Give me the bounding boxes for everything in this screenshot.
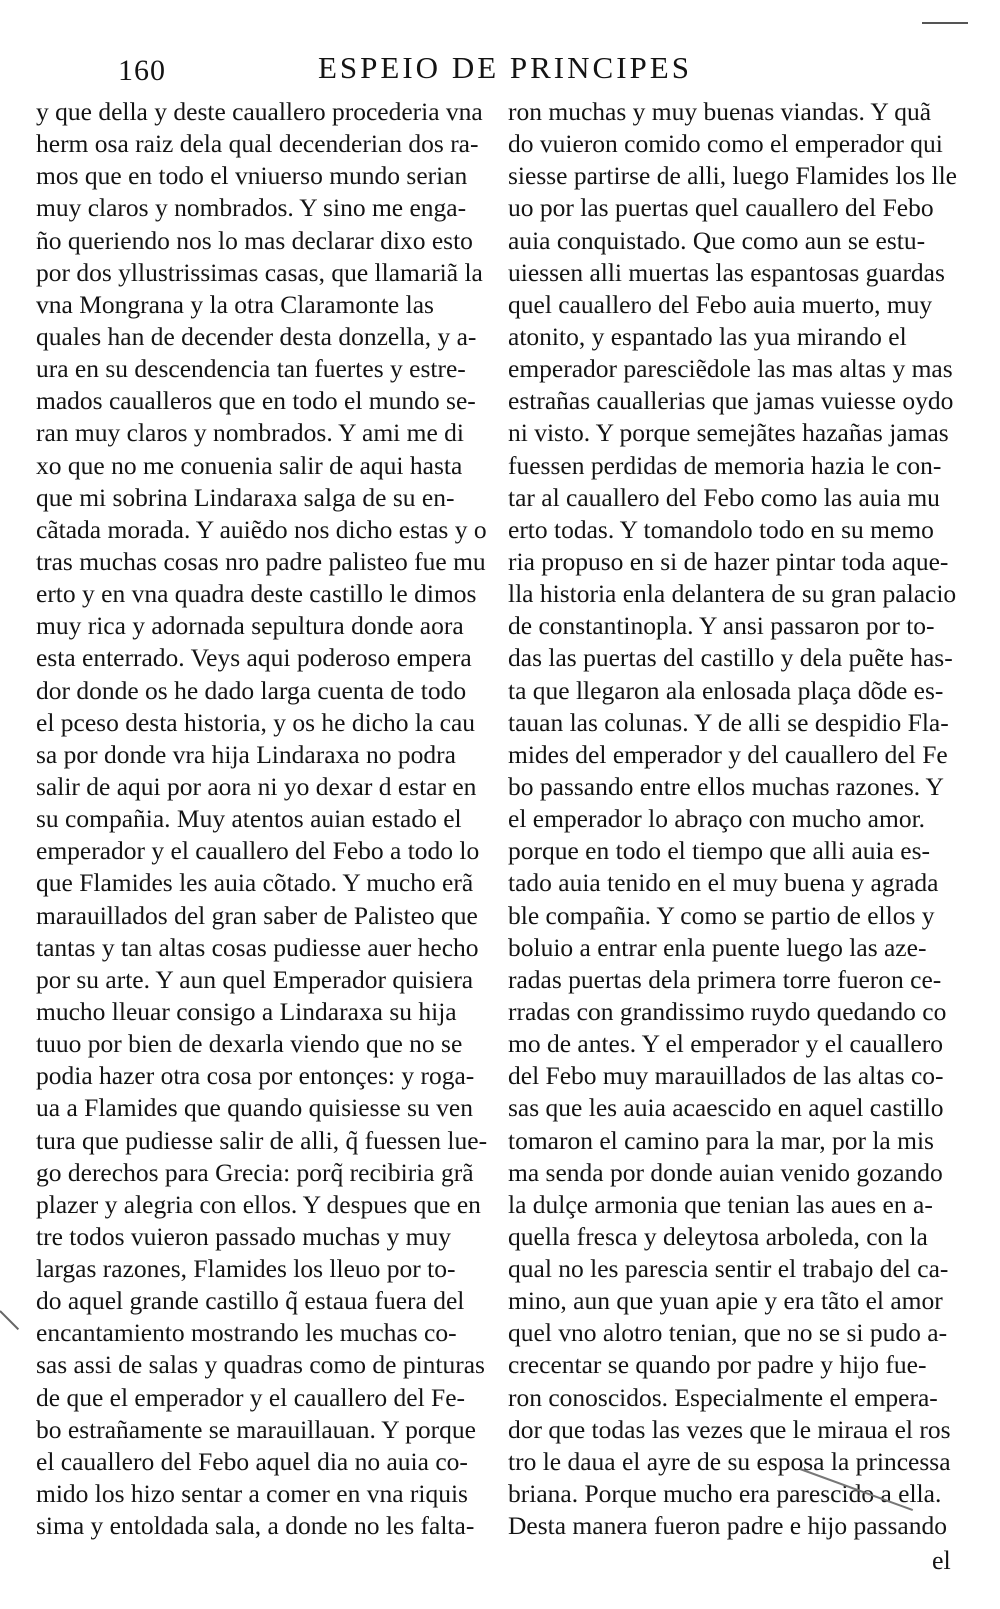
text-line: tro le daua el ayre de su esposa la princessa	[508, 1446, 951, 1476]
text-line: fuessen perdidas de memoria hazia le con-	[508, 450, 942, 480]
text-line: cãtada morada. Y auiẽdo nos dicho estas y o	[36, 514, 487, 544]
text-line: que mi sobrina Lindaraxa salga de su en-	[36, 482, 455, 512]
text-line: emperador y el cauallero del Febo a todo lo	[36, 836, 480, 866]
text-line: emperador paresciẽdole las mas altas y mas	[508, 354, 953, 384]
text-line: muy rica y adornada sepultura donde aora	[36, 611, 464, 641]
text-line: tuuo por bien de dexarla viendo que no se	[36, 1029, 463, 1059]
text-line: ran muy claros y nombrados. Y ami me di	[36, 418, 464, 448]
text-line: sas assi de salas y quadras como de pinturas	[36, 1350, 485, 1380]
text-line: ni visto. Y porque semejãtes hazañas jamas	[508, 418, 949, 448]
text-line: bo estrañamente se marauillauan. Y porque	[36, 1414, 476, 1444]
text-line: sima y entoldada sala, a donde no les falta-	[36, 1511, 475, 1541]
text-line: uo por las puertas quel cauallero del Febo	[508, 193, 934, 223]
text-line: plazer y alegria con ellos. Y despues que en	[36, 1189, 481, 1219]
text-line: por dos yllustrissimas casas, que llamariã la	[36, 257, 483, 287]
text-line: erto y en vna quadra deste castillo le dimos	[36, 579, 477, 609]
text-line: la dulçe armonia que tenian las aues en a-	[508, 1189, 933, 1219]
text-line: ura en su descendencia tan fuertes y estre-	[36, 354, 466, 384]
text-line: tantas y tan altas cosas pudiesse auer hecho	[36, 932, 479, 962]
text-line: ño queriendo nos lo mas declarar dixo esto	[36, 225, 473, 255]
text-line: vna Mongrana y la otra Claramonte las	[36, 289, 434, 319]
text-line: del Febo muy marauillados de las altas co-	[508, 1061, 944, 1091]
text-line: mo de antes. Y el emperador y el cauallero	[508, 1029, 943, 1059]
text-line: porque en todo el tiempo que alli auia es-	[508, 836, 931, 866]
text-line: salir de aqui por aora ni yo dexar d estar en	[36, 771, 477, 801]
text-line: quales han de decender desta donzella, y a-	[36, 321, 477, 351]
text-line: quel vno alotro tenian, que no se si pudo a-	[508, 1318, 948, 1348]
text-line: tre todos vuieron passado muchas y muy	[36, 1221, 452, 1251]
text-line: tar al cauallero del Febo como las auia mu	[508, 482, 940, 512]
text-line: su compañia. Muy atentos auian estado el	[36, 804, 462, 834]
text-line: xo que no me conuenia salir de aqui hasta	[36, 450, 463, 480]
text-line: de que el emperador y el cauallero del Fe-	[36, 1382, 466, 1412]
text-line: mucho lleuar consigo a Lindaraxa su hija	[36, 996, 457, 1026]
text-line: uiessen alli muertas las espantosas guardas	[508, 257, 945, 287]
text-line: erto todas. Y tomandolo todo en su memo	[508, 514, 934, 544]
text-line: mados caualleros que en todo el mundo se-	[36, 386, 476, 416]
text-line: ron conoscidos. Especialmente el empera-	[508, 1382, 938, 1412]
text-line: briana. Porque mucho era parescido a ella.	[508, 1479, 942, 1509]
text-line: dor donde os he dado larga cuenta de todo	[36, 675, 467, 705]
text-line: podia hazer otra cosa por entonçes: y roga-	[36, 1061, 475, 1091]
text-line: esta enterrado. Veys aqui poderoso empera	[36, 643, 472, 673]
text-line: mides del emperador y del cauallero del Fe	[508, 739, 948, 769]
text-line: tado auia tenido en el muy buena y agrada	[508, 868, 939, 898]
text-line: quel cauallero del Febo auia muerto, muy	[508, 289, 933, 319]
text-line: do vuieron comido como el emperador qui	[508, 129, 943, 159]
text-line: tomaron el camino para la mar, por la mis	[508, 1125, 934, 1155]
text-line: tura que pudiesse salir de alli, q̃ fuessen lue-	[36, 1125, 488, 1155]
stray-mark-top	[922, 22, 968, 24]
text-line: qual no les parescia sentir el trabajo del ca-	[508, 1254, 949, 1284]
text-line: rradas con grandissimo ruydo quedando co	[508, 996, 947, 1026]
text-line: auia conquistado. Que como aun se estu-	[508, 225, 926, 255]
text-line: bo passando entre ellos muchas razones. Y	[508, 771, 944, 801]
text-line: Desta manera fueron padre e hijo passando	[508, 1511, 947, 1541]
text-line: largas razones, Flamides los lleuo por to-	[36, 1254, 456, 1284]
text-line: dor que todas las vezes que le miraua el ros	[508, 1414, 951, 1444]
text-line: herm osa raiz dela qual decenderian dos ra-	[36, 129, 479, 159]
right-column	[508, 96, 964, 1542]
text-line: mos que en todo el vniuerso mundo serian	[36, 161, 468, 191]
text-line: el cauallero del Febo aquel dia no auia co-	[36, 1446, 468, 1476]
page-number: 160	[118, 54, 166, 87]
text-line: encantamiento mostrando les muchas co-	[36, 1318, 457, 1348]
text-line: lla historia enla delantera de su gran palacio	[508, 579, 957, 609]
text-line: mino, aun que yuan apie y era tãto el amor	[508, 1286, 943, 1316]
text-line: atonito, y espantado las yua mirando el	[508, 321, 907, 351]
text-line: por su arte. Y aun quel Emperador quisiera	[36, 964, 474, 994]
text-line: sas que les auia acaescido en aquel castillo	[508, 1093, 944, 1123]
text-line: quella fresca y deleytosa arboleda, con la	[508, 1221, 928, 1251]
running-head: ESPEIO DE PRINCIPES	[318, 50, 692, 85]
text-line: ble compañia. Y como se partio de ellos y	[508, 900, 935, 930]
stray-mark-left	[0, 1310, 19, 1330]
catchword: el	[932, 1546, 951, 1575]
text-line: tauan las colunas. Y de alli se despidio Fla-	[508, 707, 949, 737]
text-line: das las puertas del castillo y dela puẽte has-	[508, 643, 953, 673]
text-line: de constantinopla. Y ansi passaron por to-	[508, 611, 935, 641]
text-line: el emperador lo abraço con mucho amor.	[508, 804, 926, 834]
text-line: ria propuso en si de hazer pintar toda aque-	[508, 546, 949, 576]
text-line: mido los hizo sentar a comer en vna riquis	[36, 1479, 468, 1509]
text-line: tras muchas cosas nro padre palisteo fue mu	[36, 546, 486, 576]
text-line: ta que llegaron ala enlosada plaça dõde es-	[508, 675, 944, 705]
text-line: y que della y deste cauallero procederia vna	[36, 97, 483, 126]
text-line: siesse partirse de alli, luego Flamides los lle	[508, 161, 957, 191]
text-line: radas puertas dela primera torre fueron ce-	[508, 964, 942, 994]
text-line: marauillados del gran saber de Palisteo que	[36, 900, 478, 930]
text-line: muy claros y nombrados. Y sino me enga-	[36, 193, 467, 223]
text-line: crecentar se quando por padre y hijo fue-	[508, 1350, 927, 1380]
left-column	[36, 96, 494, 1542]
text-line: do aquel grande castillo q̃ estaua fuera del	[36, 1286, 465, 1316]
text-line: boluio a entrar enla puente luego las aze-	[508, 932, 927, 962]
text-line: que Flamides les auia cõtado. Y mucho erã	[36, 868, 474, 898]
text-line: go derechos para Grecia: porq̃ recibiria grã	[36, 1157, 474, 1187]
text-line: sa por donde vra hija Lindaraxa no podra	[36, 739, 456, 769]
text-line: ron muchas y muy buenas viandas. Y quã	[508, 97, 932, 126]
text-line: ua a Flamides que quando quisiesse su ven	[36, 1093, 473, 1123]
text-line: el pceso desta historia, y os he dicho la cau	[36, 707, 476, 737]
text-line: estrañas cauallerias que jamas vuiesse oydo	[508, 386, 954, 416]
text-line: ma senda por donde auian venido gozando	[508, 1157, 943, 1187]
